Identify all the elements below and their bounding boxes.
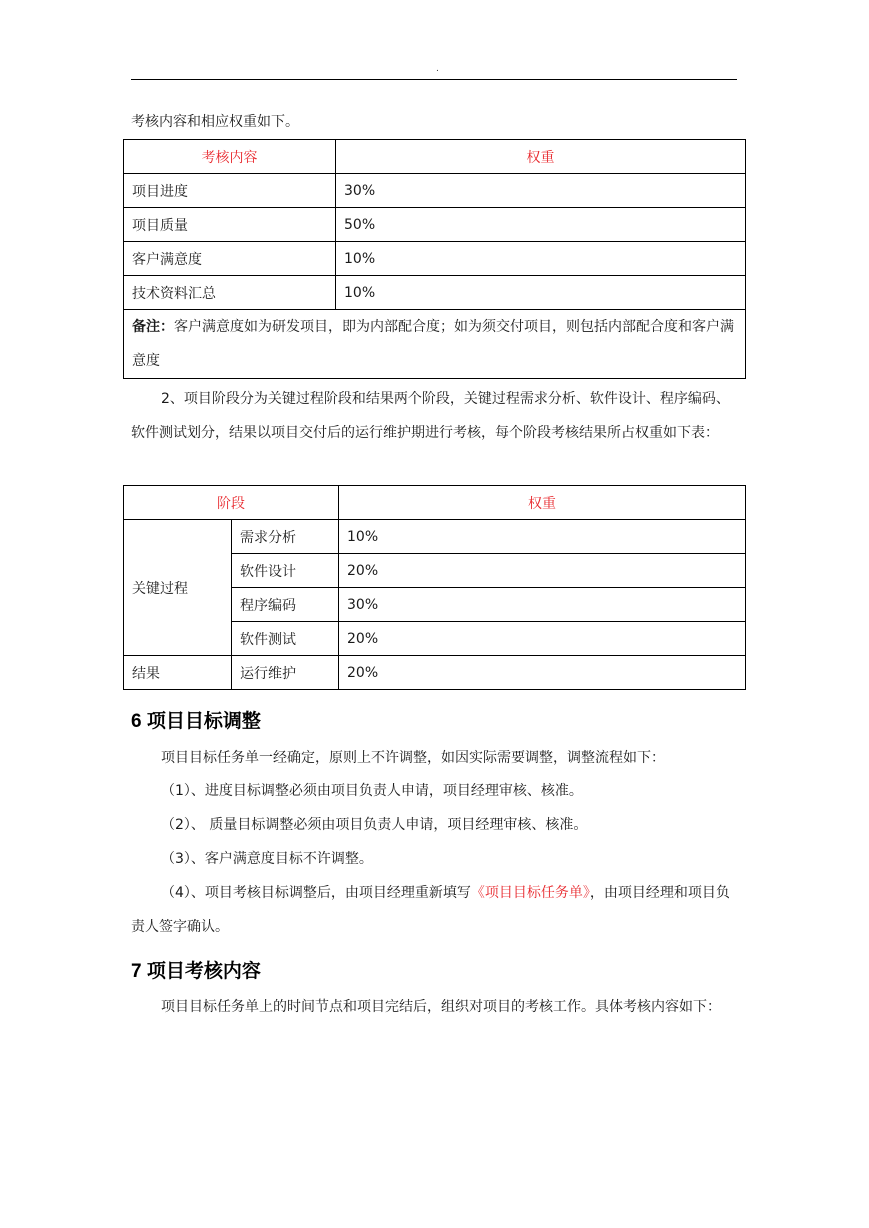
stage-name: 软件测试 <box>232 622 339 656</box>
row-label: 项目质量 <box>124 208 336 242</box>
table-row <box>124 520 746 554</box>
note-cell <box>124 310 746 379</box>
stage-weight: 20% <box>339 622 746 656</box>
stage-name: 程序编码 <box>232 588 339 622</box>
header-cell-weight: 权重 <box>339 486 746 520</box>
header-rule <box>131 79 737 80</box>
section-7-title: 7 项目考核内容 <box>131 961 261 982</box>
row-label: 客户满意度 <box>124 242 336 276</box>
row-value: 10% <box>336 242 746 276</box>
stage-weight-table <box>123 485 746 690</box>
row-label: 技术资料汇总 <box>124 276 336 310</box>
note-text: 客户满意度如为研发项目，即为内部配合度；如为须交付项目，则包括内部配合度和客户满意度 <box>132 319 734 369</box>
group-result: 结果 <box>124 656 232 690</box>
row-value: 30% <box>336 174 746 208</box>
table-row <box>124 242 746 276</box>
stage-weight: 20% <box>339 656 746 690</box>
stage-name: 需求分析 <box>232 520 339 554</box>
section-6-item-3: （3）、客户满意度目标不许调整。 <box>161 851 373 867</box>
section-7-intro: 项目目标任务单上的时间节点和项目完结后，组织对项目的考核工作。具体考核内容如下： <box>161 999 721 1015</box>
header-mark: . <box>436 64 439 74</box>
task-form-reference: 《项目目标任务单》 <box>470 885 590 901</box>
stage-weight: 20% <box>339 554 746 588</box>
table-row <box>124 276 746 310</box>
row-value: 10% <box>336 276 746 310</box>
note-row <box>124 310 746 379</box>
note-label: 备注： <box>132 319 174 335</box>
section-6-item-4 <box>131 876 739 944</box>
section-6-title: 6 项目目标调整 <box>131 711 261 732</box>
stage-name: 运行维护 <box>232 656 339 690</box>
header-cell-stage: 阶段 <box>124 486 339 520</box>
item-4-tail: ，由项目经理和项目负责人签字确认。 <box>131 885 730 935</box>
stage-weight: 30% <box>339 588 746 622</box>
stage-paragraph: 2、项目阶段分为关键过程阶段和结果两个阶段，关键过程需求分析、软件设计、程序编码、软件测试划分，结果以项目交付后的运行维护期进行考核，每个阶段考核结果所占权重如下表： <box>131 391 730 441</box>
stage-name: 软件设计 <box>232 554 339 588</box>
row-value: 50% <box>336 208 746 242</box>
section-6-intro: 项目目标任务单一经确定，原则上不许调整，如因实际需要调整，调整流程如下： <box>161 750 665 766</box>
stage-weight: 10% <box>339 520 746 554</box>
table-row <box>124 174 746 208</box>
row-label: 项目进度 <box>124 174 336 208</box>
section-6-item-2: （2）、 质量目标调整必须由项目负责人申请，项目经理审核、核准。 <box>161 817 588 833</box>
table-header-row <box>124 486 746 520</box>
table-row <box>124 656 746 690</box>
group-key-process: 关键过程 <box>124 520 232 656</box>
header-cell-weight: 权重 <box>336 140 746 174</box>
header-cell-content: 考核内容 <box>124 140 336 174</box>
section-6-item-1: （1）、进度目标调整必须由项目负责人申请，项目经理审核、核准。 <box>161 783 583 799</box>
table-header-row <box>124 140 746 174</box>
item-4-text: （4）、项目考核目标调整后，由项目经理重新填写 <box>161 885 471 901</box>
intro-line: 考核内容和相应权重如下。 <box>131 114 299 130</box>
table-row <box>124 208 746 242</box>
weight-table <box>123 139 746 379</box>
